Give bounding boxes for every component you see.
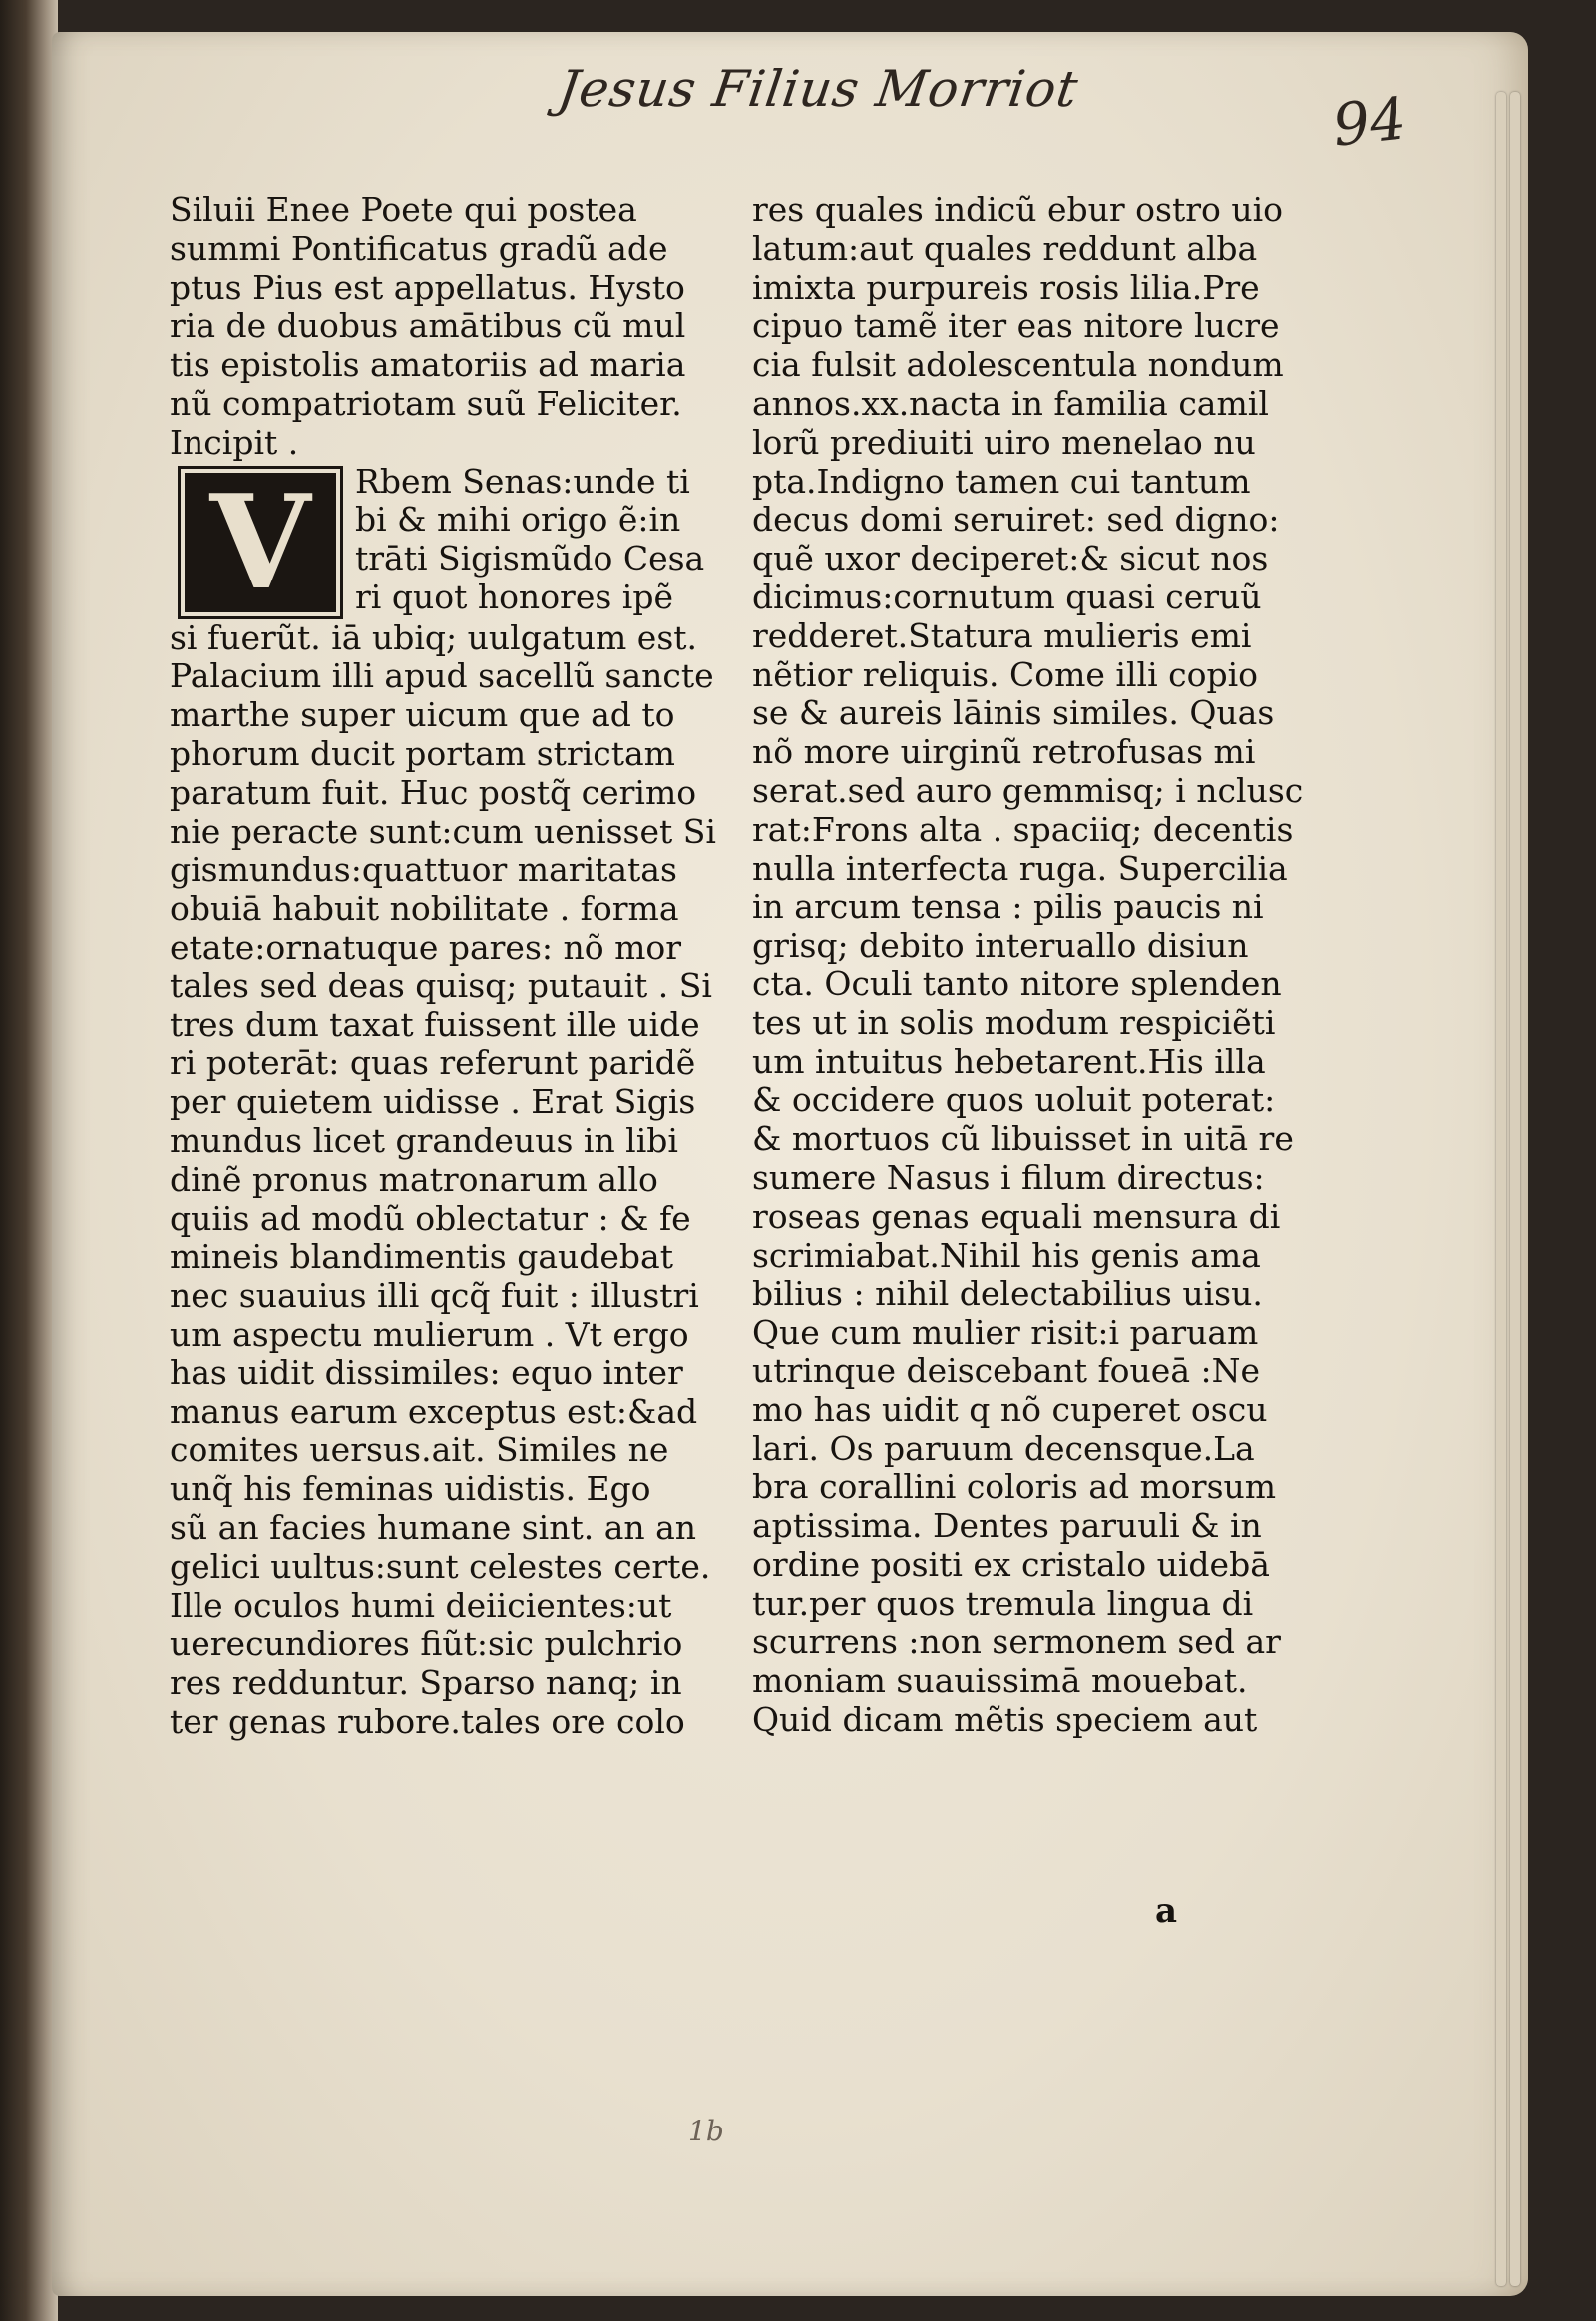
text-line: ter genas rubore.tales ore colo — [170, 1701, 685, 1741]
text-line: etate:ornatuque pares: nõ mor — [170, 927, 682, 967]
text-line: ri poterāt: quas referunt paridẽ — [170, 1043, 696, 1083]
text-line: um aspectu mulierum . Vt ergo — [170, 1314, 689, 1354]
text-line: cta. Oculi tanto nitore splenden — [752, 964, 1282, 1003]
text-line: utrinque deiscebant foueā :Ne — [752, 1351, 1261, 1390]
text-line: res redduntur. Sparso nanq; in — [170, 1663, 682, 1703]
text-line: & mortuos cũ libuisset in uitā re — [752, 1119, 1294, 1159]
text-line: & occidere quos uoluit poterat: — [752, 1080, 1276, 1120]
text-line: aptissima. Dentes paruuli & in — [752, 1506, 1262, 1546]
text-line: trāti Sigismũdo Cesa — [355, 539, 705, 579]
text-line: tales sed deas quisq; putauit . Si — [170, 966, 712, 1005]
initial-letter: V — [209, 465, 311, 618]
text-line: Que cum mulier risit:i paruam — [752, 1313, 1259, 1353]
text-line: tes ut in solis modum respiciẽti — [752, 1002, 1276, 1042]
folio-number: 94 — [1329, 84, 1410, 160]
text-line: mundus licet grandeuus in libi — [170, 1120, 678, 1160]
page-edge — [1510, 92, 1520, 2286]
text-line: um intuitus hebetarent.His illa — [752, 1041, 1266, 1081]
text-line: summi Pontificatus gradũ ade — [170, 228, 668, 268]
text-line: scurrens :non sermonem sed ar — [752, 1622, 1281, 1662]
text-line: quiis ad modũ oblectatur : & fe — [170, 1198, 691, 1238]
right-column — [752, 191, 1304, 1740]
text-line: res quales indicũ ebur ostro uio — [752, 191, 1284, 229]
initial-block — [170, 463, 708, 617]
text-line: tis epistolis amatoriis ad maria — [170, 345, 686, 385]
left-column — [170, 191, 716, 1741]
text-line: per quietem uidisse . Erat Sigis — [170, 1082, 696, 1122]
text-line: cipuo tamẽ iter eas nitore lucre — [752, 306, 1280, 346]
text-line: scrimiabat.Nihil his genis ama — [752, 1235, 1261, 1275]
text-line: serat.sed auro gemmisq; i nclusc — [752, 770, 1304, 810]
text-line: annos.xx.nacta in familia camil — [752, 383, 1269, 423]
text-line: nõ more uirginũ retrofusas mi — [752, 732, 1256, 772]
body-text — [170, 617, 716, 1741]
text-line: nec suauius illi qcq̃ fuit : illustri — [170, 1276, 699, 1316]
signature-mark: a — [1155, 1891, 1178, 1931]
text-line: Incipit . — [170, 422, 299, 462]
text-line: tur.per quos tremula lingua di — [752, 1583, 1254, 1623]
text-line: Rbem Senas:unde ti — [355, 461, 690, 501]
text-line: lari. Os paruum decensque.La — [752, 1428, 1255, 1468]
manuscript-note: Jesus Filius Morriot — [554, 60, 1082, 118]
text-line: unq̃ his feminas uidistis. Ego — [170, 1469, 651, 1509]
text-line: lorũ prediuiti uiro menelao nu — [752, 422, 1256, 462]
text-line: ptus Pius est appellatus. Hysto — [170, 267, 685, 307]
text-line: mo has uidit q nõ cuperet oscu — [752, 1389, 1268, 1429]
text-line: has uidit dissimiles: equo inter — [170, 1353, 683, 1392]
text-line: in arcum tensa : pilis paucis ni — [752, 887, 1264, 927]
text-line: gelici uultus:sunt celestes certe. — [170, 1546, 711, 1586]
text-line: obuiā habuit nobilitate . forma — [170, 889, 679, 929]
text-line: marthe super uicum que ad to — [170, 695, 675, 735]
text-line: bra corallini coloris ad morsum — [752, 1467, 1277, 1507]
text-line: manus earum exceptus est:&ad — [170, 1391, 698, 1431]
page-edge — [1496, 92, 1506, 2286]
body-text — [752, 191, 1304, 1740]
text-line: gismundus:quattuor maritatas — [170, 850, 677, 890]
text-line: redderet.Statura mulieris emi — [752, 615, 1252, 655]
text-line: moniam suauissimā mouebat. — [752, 1661, 1248, 1701]
text-line: si fuerũt. iā ubiq; uulgatum est. — [170, 617, 697, 657]
text-line: roseas genas equali mensura di — [752, 1196, 1281, 1236]
text-line: dinẽ pronus matronarum allo — [170, 1159, 658, 1199]
text-line: uerecundiores fiũt:sic pulchrio — [170, 1624, 683, 1664]
text-line: se & aureis lāinis similes. Quas — [752, 693, 1275, 733]
text-line: phorum ducit portam strictam — [170, 733, 675, 773]
text-line: bilius : nihil delectabilius uisu. — [752, 1274, 1263, 1314]
text-line: Quid dicam mẽtis speciem aut — [752, 1700, 1258, 1740]
text-line: nulla interfecta ruga. Supercilia — [752, 848, 1288, 888]
text-line: decus domi seruiret: sed digno: — [752, 500, 1280, 540]
text-line: pta.Indigno tamen cui tantum — [752, 461, 1251, 501]
text-line: nũ compatriotam suũ Feliciter. — [170, 383, 682, 423]
text-line: latum:aut quales reddunt alba — [752, 228, 1258, 268]
text-line: imixta purpureis rosis lilia.Pre — [752, 267, 1260, 307]
text-line: ri quot honores ipẽ — [355, 577, 673, 616]
text-line: grisq; debito interuallo disiun — [752, 926, 1249, 966]
text-line: Ille oculos humi deiicientes:ut — [170, 1585, 672, 1625]
bottom-mark: 1b — [688, 2115, 724, 2147]
text-line: bi & mihi origo ẽ:in — [355, 500, 681, 540]
text-line: Palacium illi apud sacellũ sancte — [170, 656, 714, 696]
text-line: cia fulsit adolescentula nondum — [752, 345, 1284, 385]
text-line: sumere Nasus i filum directus: — [752, 1157, 1265, 1197]
text-line: ordine positi ex cristalo uidebā — [752, 1544, 1270, 1584]
text-line: dicimus:cornutum quasi ceruũ — [752, 577, 1262, 616]
text-line: paratum fuit. Huc postq̃ cerimo — [170, 772, 697, 812]
text-line: nẽtior reliquis. Come illi copio — [752, 654, 1259, 694]
decorated-initial — [178, 466, 343, 619]
text-line: mineis blandimentis gaudebat — [170, 1237, 673, 1277]
text-line: Siluii Enee Poete qui postea — [170, 191, 637, 229]
text-line: comites uersus.ait. Similes ne — [170, 1430, 669, 1470]
heading-block — [170, 192, 708, 463]
text-line: sũ an facies humane sint. an an — [170, 1507, 697, 1547]
text-line: ria de duobus amātibus cũ mul — [170, 306, 686, 346]
text-line: quẽ uxor deciperet:& sicut nos — [752, 539, 1269, 579]
text-line: nie peracte sunt:cum uenisset Si — [170, 811, 716, 851]
text-line: rat:Frons alta . spaciiq; decentis — [752, 809, 1294, 849]
book-binding — [0, 0, 58, 2321]
text-line: tres dum taxat fuissent ille uide — [170, 1004, 700, 1044]
